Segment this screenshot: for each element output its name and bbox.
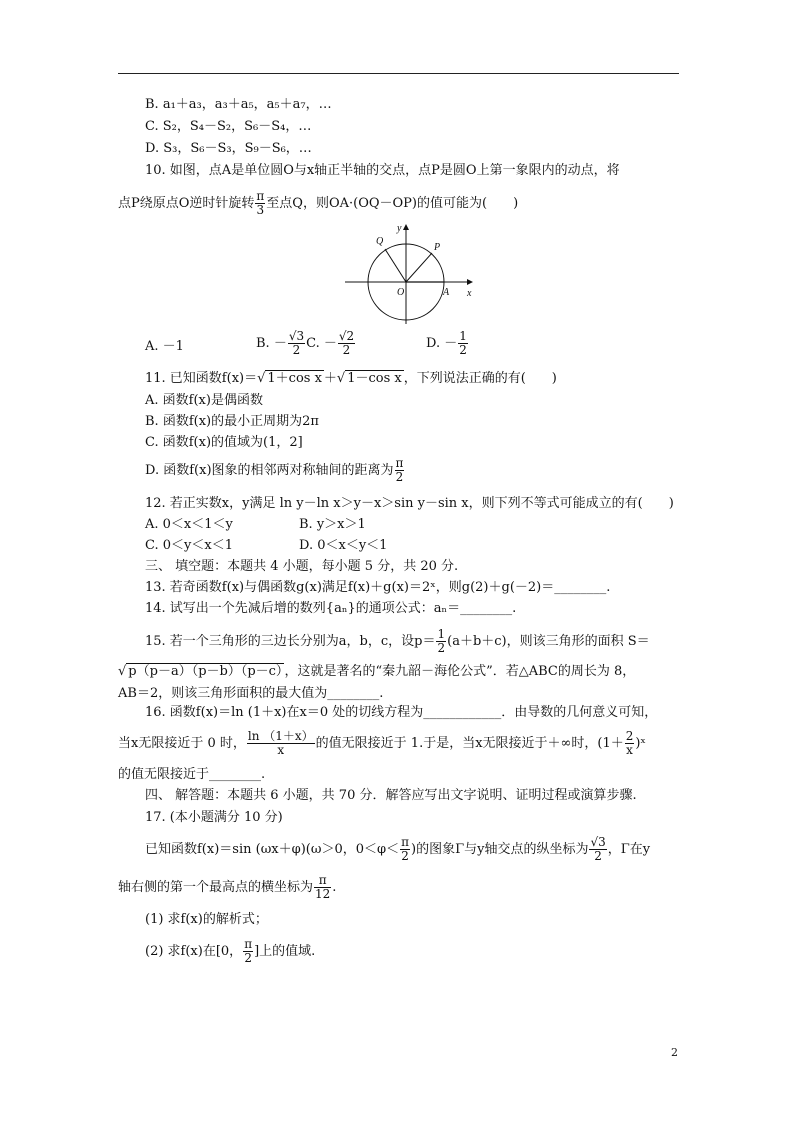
frac-numerator: π xyxy=(395,456,404,470)
q12-option-c: C. 0＜y＜x＜1 xyxy=(145,538,233,553)
q12-option-b: B. y＞x＞1 xyxy=(299,517,366,532)
y-axis-arrow xyxy=(403,224,409,230)
q17-fraction-3 xyxy=(314,874,331,901)
section-4-heading: 四、 解答题：本题共 6 小题，共 70 分．解答应写出文字说明、证明过程或演算步骤. xyxy=(145,788,637,803)
q16-line2 xyxy=(118,730,646,757)
q10-optc-fraction xyxy=(338,330,355,357)
frac-numerator: 1 xyxy=(437,627,446,641)
q17-heading: 17. (本小题满分 10 分) xyxy=(145,810,283,825)
q15-radical: p（p－a）（p－b）（p－c） xyxy=(128,664,283,679)
q17-part-1: (1) 求f(x)的解析式； xyxy=(145,912,268,927)
q17-text-c: ，Γ在y xyxy=(607,842,651,857)
frac-numerator: π xyxy=(256,189,265,203)
q10-optb-prefix: B. － xyxy=(256,336,287,351)
q17-part2-text-a: (2) 求f(x)在[0， xyxy=(145,944,243,959)
q11-option-c: C. 函数f(x)的值域为(1，2] xyxy=(145,435,303,450)
q11-plus: ＋ xyxy=(323,371,337,386)
q10-optd-fraction xyxy=(458,330,468,357)
frac-denominator: 12 xyxy=(315,887,331,901)
op-vector xyxy=(406,253,432,282)
q10-optb-fraction xyxy=(288,330,305,357)
q15-line3: AB＝2，则该三角形面积的最大值为________. xyxy=(118,686,384,701)
q13: 13. 若奇函数f(x)与偶函数g(x)满足f(x)＋g(x)＝2ˣ，则g(2)＋g(－2)＝________. xyxy=(145,580,611,595)
q16-text-b: 的值无限接近于 1.于是，当x无限接近于＋∞时，(1＋ xyxy=(315,736,624,751)
unit-circle-figure xyxy=(345,220,485,325)
frac-denominator: 2 xyxy=(401,849,409,863)
q15-line1 xyxy=(145,628,650,655)
q11-radical-1: 1＋cos x xyxy=(267,371,322,386)
q14: 14. 试写出一个先减后增的数列{aₙ}的通项公式：aₙ＝________. xyxy=(145,601,517,616)
label-x: x xyxy=(467,288,472,299)
q15-fraction xyxy=(436,628,446,655)
frac-denominator: x xyxy=(626,743,633,757)
q16-fraction-1 xyxy=(247,730,315,757)
frac-denominator: x xyxy=(277,743,285,757)
page-number: 2 xyxy=(671,1046,678,1059)
q17-fraction-2 xyxy=(589,836,606,863)
q12-stem: 12. 若正实数x，y满足 ln y－ln x＞y－x＞sin y－sin x，则下列不等式可能成立的有( ) xyxy=(145,496,674,511)
frac-denominator: 2 xyxy=(459,343,467,357)
q17-text-e: . xyxy=(332,880,337,895)
frac-numerator: 1 xyxy=(459,329,467,343)
frac-numerator: ln （1＋x） xyxy=(247,729,314,743)
q10-option-d xyxy=(426,330,469,357)
frac-denominator: 2 xyxy=(594,849,602,863)
q17-line1 xyxy=(145,836,650,863)
q17-text-b: )的图象Γ与y轴交点的纵坐标为 xyxy=(411,842,589,857)
q11-optd-text: D. 函数f(x)图象的相邻两对称轴间的距离为 xyxy=(145,463,394,478)
label-o: O xyxy=(397,287,405,298)
q11-option-d xyxy=(145,457,405,484)
q11-stem: 11. 已知函数f(x)＝√ 1＋cos x ＋√ 1－cos x ，下列说法正确的有( ) xyxy=(145,371,557,386)
frac-numerator: π xyxy=(244,937,253,951)
label-y: y xyxy=(397,223,402,234)
q11-option-a: A. 函数f(x)是偶函数 xyxy=(145,393,263,408)
q16-text-a: 当x无限接近于 0 时， xyxy=(118,736,246,751)
frac-numerator: π xyxy=(401,835,410,849)
q17-part-2 xyxy=(145,938,315,965)
frac-denominator: 2 xyxy=(342,343,351,357)
frac-numerator: π xyxy=(314,874,331,888)
q10-optc-prefix: C. － xyxy=(306,336,337,351)
frac-numerator: √2 xyxy=(338,329,355,343)
q10-option-a: A. －1 xyxy=(145,339,184,354)
section-3-heading: 三、 填空题：本题共 4 小题，每小题 5 分，共 20 分. xyxy=(145,559,459,574)
q17-part2-fraction xyxy=(243,938,253,965)
q15-line2: √ p（p－a）（p－b）（p－c） ，这就是著名的“秦九韶－海伦公式”．若△ABC的周长为 8， xyxy=(118,664,636,679)
frac-numerator: √3 xyxy=(288,329,305,343)
frac-numerator: √3 xyxy=(590,835,606,849)
q16-line1: 16. 函数f(x)＝ln (1＋x)在x＝0 处的切线方程为____________．由导数的几何意义可知， xyxy=(145,705,658,720)
q9-option-b: B. a₁＋a₃，a₃＋a₅，a₅＋a₇，… xyxy=(145,97,332,112)
q10-fraction xyxy=(255,190,265,217)
q17-fraction-1 xyxy=(400,836,410,863)
q17-text-d: 轴右侧的第一个最高点的横坐标为 xyxy=(118,880,314,895)
q12-option-a: A. 0＜x＜1＜y xyxy=(145,517,233,532)
q10-stem-line2 xyxy=(118,190,518,217)
label-q: Q xyxy=(376,236,384,247)
q10-text-a: 点P绕原点O逆时针旋转 xyxy=(118,196,255,211)
header-rule xyxy=(118,73,679,74)
q15-text-c: ，这就是著名的“秦九韶－海伦公式”．若△ABC的周长为 8， xyxy=(284,664,636,679)
q15-text-b: (a＋b＋c)，则该三角形的面积 S＝ xyxy=(447,634,650,649)
frac-denominator: 2 xyxy=(437,641,446,655)
q12-option-d: D. 0＜x＜y＜1 xyxy=(299,538,388,553)
q17-line2 xyxy=(118,874,336,901)
q9-option-d: D. S₃，S₆－S₃，S₉－S₆，… xyxy=(145,141,312,156)
q11-text-a: 11. 已知函数f(x)＝ xyxy=(145,371,258,386)
q17-text-a: 已知函数f(x)＝sin (ωx＋φ)(ω＞0，0＜φ＜ xyxy=(145,842,400,857)
q9-option-c: C. S₂，S₄－S₂，S₆－S₄，… xyxy=(145,119,312,134)
q17-part2-text-b: ]上的值域. xyxy=(254,944,316,959)
frac-numerator: 2 xyxy=(625,729,634,743)
q11-text-b: ，下列说法正确的有( ) xyxy=(403,371,557,386)
q11-radical-2: 1－cos x xyxy=(347,371,402,386)
q11-optd-fraction xyxy=(395,457,405,484)
q10-stem-line1: 10. 如图，点A是单位圆O与x轴正半轴的交点，点P是圆O上第一象限内的动点，将 xyxy=(145,163,620,178)
oq-vector xyxy=(385,249,406,282)
frac-denominator: 2 xyxy=(292,343,301,357)
q10-text-b: 至点Q，则OA·(OQ－OP)的值可能为( ) xyxy=(266,196,519,211)
label-a: A xyxy=(443,287,450,298)
label-p: P xyxy=(434,242,441,253)
q10-option-b xyxy=(256,330,356,357)
q16-text-c: )ˣ xyxy=(635,736,646,751)
q16-fraction-2 xyxy=(625,730,635,757)
frac-denominator: 2 xyxy=(395,470,404,484)
q11-option-b: B. 函数f(x)的最小正周期为2π xyxy=(145,414,319,429)
frac-denominator: 2 xyxy=(244,951,252,965)
q15-text-a: 15. 若一个三角形的三边长分别为a，b，c，设p＝ xyxy=(145,634,436,649)
q16-line3: 的值无限接近于________. xyxy=(118,767,266,782)
x-axis-arrow xyxy=(467,279,473,285)
q10-optd-prefix: D. － xyxy=(426,336,458,351)
frac-denominator: 3 xyxy=(256,203,265,217)
